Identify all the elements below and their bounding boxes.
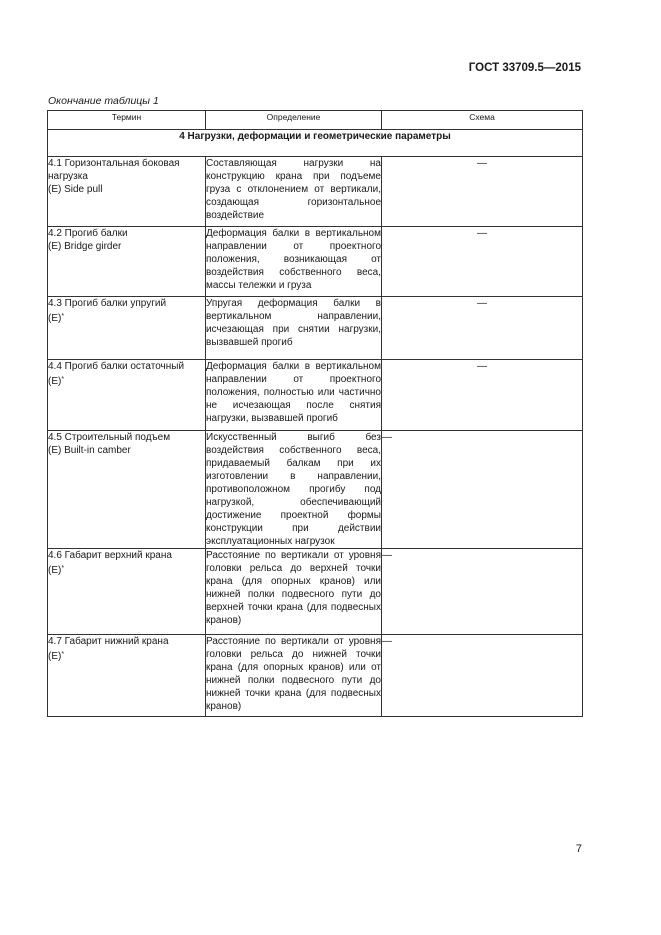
table-row [48, 431, 583, 549]
column-header-definition: Определение [206, 111, 382, 130]
definition-cell: Искусственный выгиб без воздействия собственного веса, придаваемый балкам при их изготовлении в направлении, противоположном прогибу под нагрузкой, обеспечивающий достижение проектной формы конструкции при действии эксплуатационных нагрузок [206, 432, 381, 547]
term-name: 4.2 Прогиб балки [48, 228, 128, 239]
term-english: (E)* [48, 565, 65, 576]
table-row [48, 157, 583, 227]
term-english: (E)* [48, 376, 65, 387]
term-cell [48, 297, 206, 360]
column-header-term: Термин [48, 111, 206, 130]
page-number: 7 [575, 843, 582, 855]
term-cell [48, 431, 206, 549]
term-english: (E) Built-in camber [48, 445, 131, 456]
term-english: (E)* [48, 651, 65, 662]
table-row [48, 227, 583, 297]
term-name: 4.1 Горизонтальная боковая нагрузка [48, 158, 180, 182]
term-name: 4.6 Габарит верхний крана [48, 550, 172, 561]
table-row [48, 549, 583, 635]
section-title: 4 Нагрузки, деформации и геометрические параметры [48, 130, 583, 157]
definition-cell: Расстояние по вертикали от уровня головки рельса до верхней точки крана (для опорных кранов) или нижней полки подвесного пути до верхней точки крана (для подвесных кранов) [206, 549, 382, 635]
table-row [48, 297, 583, 360]
term-cell [48, 549, 206, 635]
term-cell [48, 157, 206, 227]
term-english: (E) Side pull [48, 184, 103, 195]
scheme-cell: — [382, 635, 583, 717]
table-header-row [48, 111, 583, 130]
scheme-cell: — [382, 157, 583, 227]
terms-table [47, 110, 583, 717]
standard-code: ГОСТ 33709.5—2015 [468, 62, 581, 74]
term-cell [48, 227, 206, 297]
table-row [48, 360, 583, 431]
section-row [48, 130, 583, 157]
term-name: 4.5 Строительный подъем [48, 432, 171, 443]
term-name: 4.7 Габарит нижний крана [48, 636, 169, 647]
term-english: (E)* [48, 313, 65, 324]
scheme-cell: — [382, 297, 583, 360]
definition-cell: Упругая деформация балки в вертикальном направлении, исчезающая при снятии нагрузки, вызвавшей прогиб [206, 297, 382, 360]
term-cell [48, 360, 206, 431]
term-name: 4.3 Прогиб балки упругий [48, 298, 167, 309]
term-cell [48, 635, 206, 717]
definition-cell: Составляющая нагрузки на конструкцию крана при подъеме груза с отклонением от вертикали, создающая горизонтальное воздействие [206, 157, 382, 227]
scheme-cell: — [382, 549, 583, 635]
definition-cell: Деформация балки в вертикальном направлении от проектного положения, возникающая от воздействия собственного веса, массы тележки и груза [206, 227, 382, 297]
scheme-cell: — [382, 227, 583, 297]
column-header-scheme: Схема [382, 111, 583, 130]
table-row [48, 635, 583, 717]
definition-cell: Расстояние по вертикали от уровня головки рельса до нижней точки крана (для опорных кранов) или от нижней полки подвесного пути до нижней точки крана (для подвесных кранов) [206, 635, 382, 717]
scheme-cell: — [382, 431, 583, 549]
table-continuation-label: Окончание таблицы 1 [48, 95, 159, 107]
term-english: (E) Bridge girder [48, 241, 122, 252]
definition-cell: Деформация балки в вертикальном направлении от проектного положения, полностью или частично не исчезающая после снятия нагрузки, вызвавшей прогиб [206, 360, 382, 431]
term-name: 4.4 Прогиб балки остаточный [48, 361, 185, 372]
scheme-cell: — [382, 360, 583, 431]
